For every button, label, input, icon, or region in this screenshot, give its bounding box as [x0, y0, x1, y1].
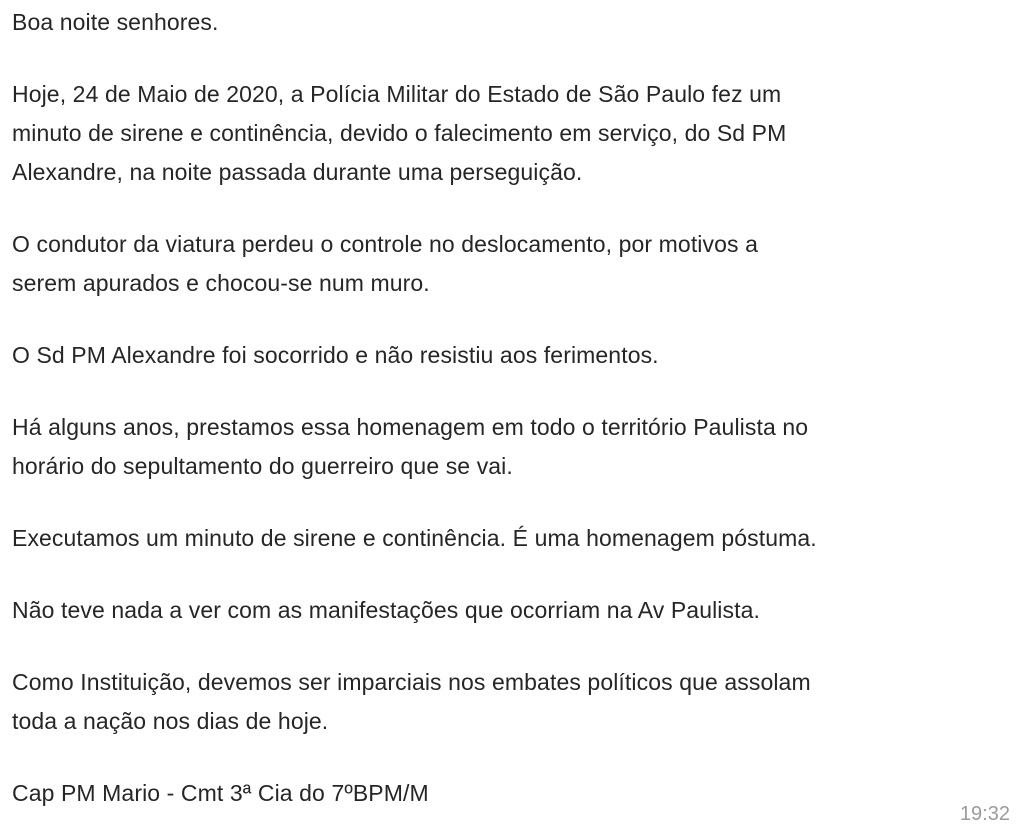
- message-line: toda a nação nos dias de hoje.: [12, 708, 329, 734]
- message-line: minuto de sirene e continência, devido o falecimento em serviço, do Sd PM: [12, 120, 787, 146]
- message-paragraph: [12, 75, 1012, 192]
- message-paragraph: [12, 225, 1012, 303]
- message-line: horário do sepultamento do guerreiro que se vai.: [12, 453, 513, 479]
- message-paragraph-signature: [12, 774, 1012, 813]
- message-line: Há alguns anos, prestamos essa homenagem em todo o território Paulista no: [12, 414, 809, 440]
- message-line: Como Instituição, devemos ser imparciais nos embates políticos que assolam: [12, 669, 811, 695]
- message-paragraph: [12, 591, 1012, 630]
- signature-line: Cap PM Mario - Cmt 3ª Cia do 7ºBPM/M: [12, 780, 429, 806]
- message-line: serem apurados e chocou-se num muro.: [12, 270, 430, 296]
- message-line: Executamos um minuto de sirene e continência. É uma homenagem póstuma.: [12, 525, 817, 551]
- message-paragraph: [12, 519, 1012, 558]
- message-line: O condutor da viatura perdeu o controle no deslocamento, por motivos a: [12, 231, 758, 257]
- message-line: Boa noite senhores.: [12, 9, 219, 35]
- message-paragraph: [12, 663, 1012, 741]
- message-line: O Sd PM Alexandre foi socorrido e não resistiu aos ferimentos.: [12, 342, 659, 368]
- message-paragraph: [12, 336, 1012, 375]
- message-line: Hoje, 24 de Maio de 2020, a Polícia Militar do Estado de São Paulo fez um: [12, 81, 782, 107]
- message-paragraph: [12, 408, 1012, 486]
- message-paragraph: [12, 3, 1012, 42]
- message-line: Alexandre, na noite passada durante uma perseguição.: [12, 159, 583, 185]
- message-timestamp: 19:32: [959, 803, 1010, 825]
- message-line: Não teve nada a ver com as manifestações que ocorriam na Av Paulista.: [12, 597, 760, 623]
